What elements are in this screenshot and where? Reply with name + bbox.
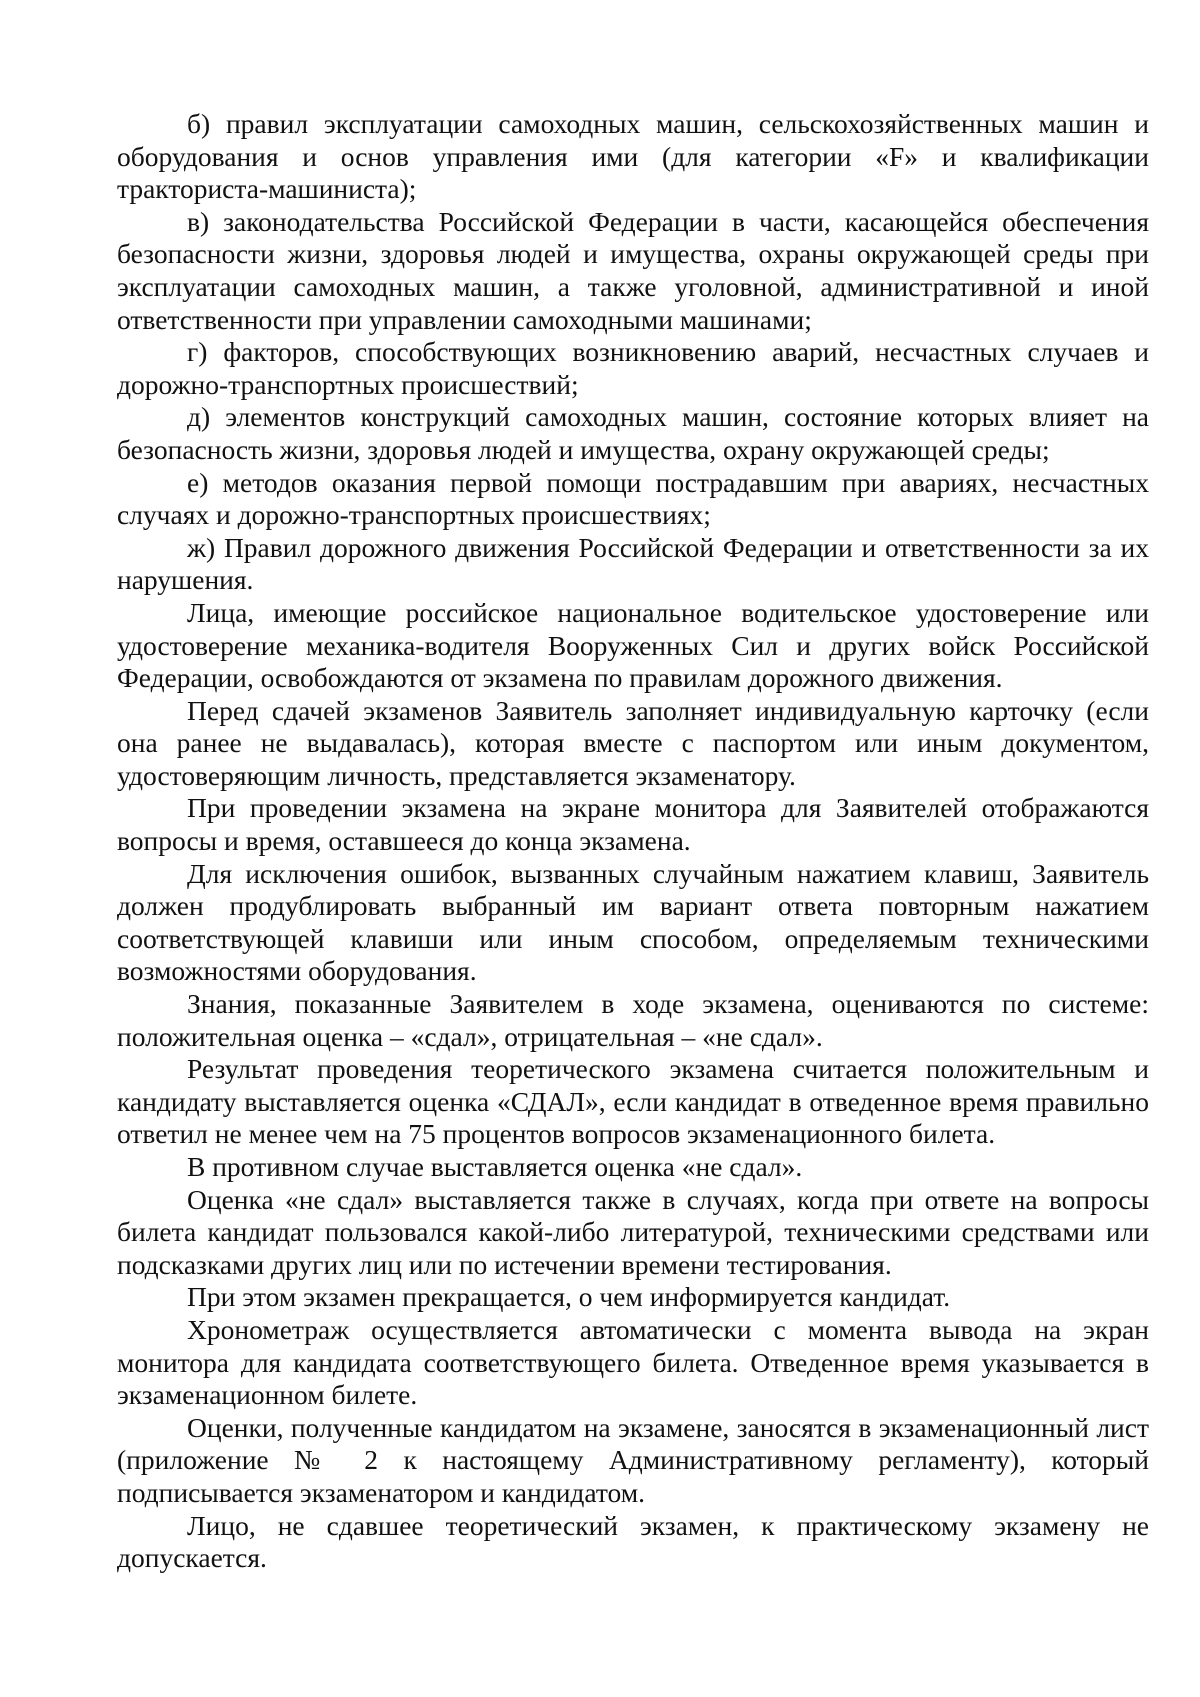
paragraph-item-g: г) факторов, способствующих возникновению аварий, несчастных случаев и дорожно-транспортных происшествий; [117,336,1149,400]
paragraph-item-b: б) правил эксплуатации самоходных машин, сельскохозяйственных машин и оборудования и основ управления ими (для категории «F» и квалификации тракториста-машиниста); [117,108,1149,205]
paragraph-item-e: е) методов оказания первой помощи пострадавшим при авариях, несчастных случаях и дорожно-транспортных происшествиях; [117,466,1149,531]
paragraph-grading-system: Знания, показанные Заявителем в ходе экзамена, оцениваются по системе: положительная оценка – «сдал», отрицательная – «не сдал». [117,988,1149,1052]
paragraph-item-v: в) законодательства Российской Федерации в части, касающейся обеспечения безопасности жизни, здоровья людей и имущества, охраны окружающей среды при эксплуатации самоходных машин, а также уголовной, административной и иной ответственности при управлении самоходными машинами; [117,205,1149,335]
paragraph-fail-cases: Оценка «не сдал» выставляется также в случаях, когда при ответе на вопросы билета кандидат пользовался какой-либо литературой, техническими средствами или подсказками других лиц или по истечении времени тестирования. [117,1183,1149,1280]
paragraph-item-zh: ж) Правил дорожного движения Российской Федерации и ответственности за их нарушения. [117,531,1149,596]
paragraph-monitor-display: При проведении экзамена на экране монитора для Заявителей отображаются вопросы и время, оставшееся до конца экзамена. [117,792,1149,857]
paragraph-timing: Хронометраж осуществляется автоматически с момента вывода на экран монитора для кандидата соответствующего билета. Отведенное время указывается в экзаменационном билете. [117,1313,1149,1411]
paragraph-exemption: Лица, имеющие российское национальное водительское удостоверение или удостоверение механика-водителя Вооруженных Сил и других войск Российской Федерации, освобождаются от экзамена по правилам дорожного движения. [117,596,1149,694]
paragraph-fail-otherwise: В противном случае выставляется оценка «не сдал». [187,1151,803,1182]
paragraph-error-prevention: Для исключения ошибок, вызванных случайным нажатием клавиш, Заявитель должен продублировать выбранный им вариант ответа повторным нажатием соответствующей клавиши или иным способом, определяемым техническими возможностями оборудования. [117,857,1149,987]
paragraph-pass-criteria: Результат проведения теоретического экзамена считается положительным и кандидату выставляется оценка «СДАЛ», если кандидат в отведенное время правильно ответил не менее чем на 75 процентов вопросов экзаменационного билета. [117,1053,1149,1150]
paragraph-exam-sheet: Оценки, полученные кандидатом на экзамене, заносятся в экзаменационный лист (приложение № 2 к настоящему Административному регламенту), который подписывается экзаменатором и кандидатом. [117,1411,1149,1508]
document-body [117,108,1149,1575]
paragraph-exam-termination: При этом экзамен прекращается, о чем информируется кандидат. [187,1281,951,1313]
paragraph-item-d: д) элементов конструкций самоходных машин, состояние которых влияет на безопасность жизни, здоровья людей и имущества, охрану окружающей среды; [117,401,1149,465]
paragraph-not-admitted: Лицо, не сдавшее теоретический экзамен, к практическому экзамену не допускается. [117,1509,1149,1574]
paragraph-individual-card: Перед сдачей экзаменов Заявитель заполняет индивидуальную карточку (если она ранее не выдавалась), которая вместе с паспортом или иным документом, удостоверяющим личность, представляется экзаменатору. [117,694,1149,791]
